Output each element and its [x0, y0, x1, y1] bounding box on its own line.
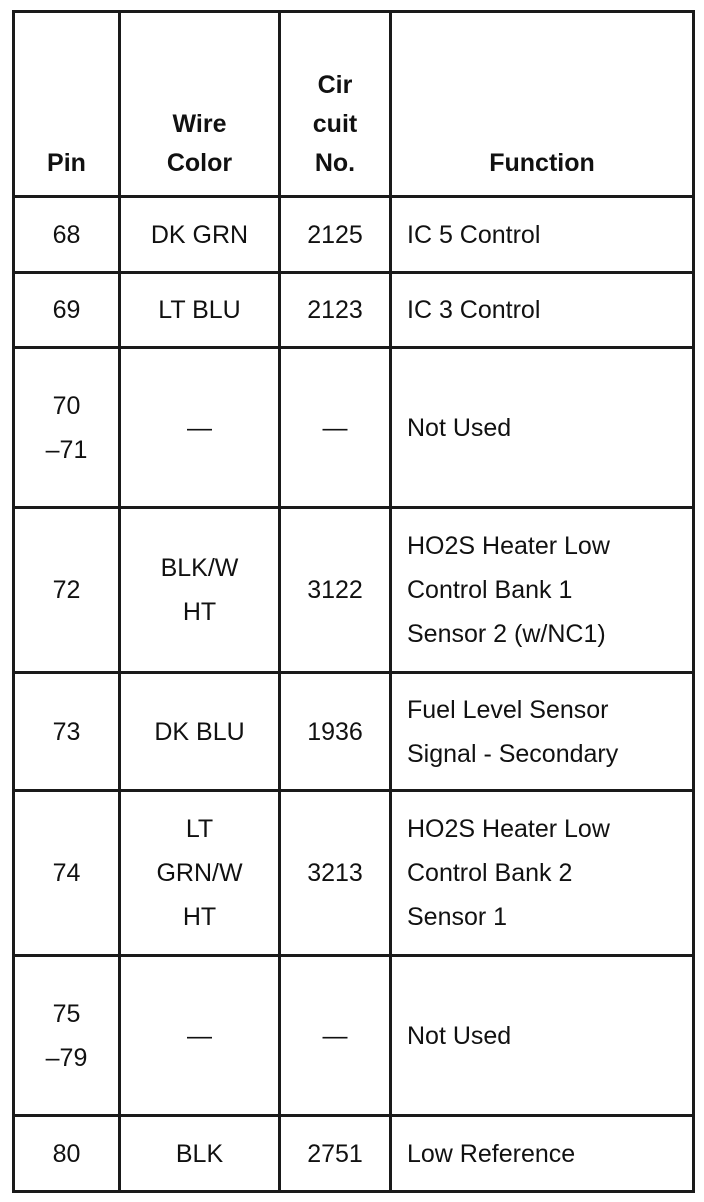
- function-cell: Not Used: [391, 956, 694, 1116]
- pin-cell: 80: [14, 1116, 120, 1192]
- wire-color-cell: BLK/W HT: [120, 508, 280, 673]
- pin-cell: 70 –71: [14, 348, 120, 508]
- header-row: [14, 12, 694, 197]
- function-cell: Low Reference: [391, 1116, 694, 1192]
- table-row: [14, 1116, 694, 1192]
- circuit-cell: —: [280, 956, 391, 1116]
- function-cell: Fuel Level Sensor Signal - Secondary: [391, 673, 694, 791]
- pin-cell: 75 –79: [14, 956, 120, 1116]
- table-row: [14, 273, 694, 348]
- function-cell: Not Used: [391, 348, 694, 508]
- function-cell: IC 5 Control: [391, 197, 694, 273]
- circuit-cell: —: [280, 348, 391, 508]
- wire-color-cell: LT BLU: [120, 273, 280, 348]
- table-row: [14, 673, 694, 791]
- pin-cell: 74: [14, 791, 120, 956]
- function-cell: IC 3 Control: [391, 273, 694, 348]
- pin-cell: 72: [14, 508, 120, 673]
- wire-color-cell: —: [120, 956, 280, 1116]
- circuit-cell: 2751: [280, 1116, 391, 1192]
- header-wire-color: Wire Color: [120, 12, 280, 197]
- connector-pinout-table: [12, 10, 695, 1193]
- circuit-cell: 1936: [280, 673, 391, 791]
- function-cell: HO2S Heater Low Control Bank 1 Sensor 2 (w/NC1): [391, 508, 694, 673]
- wire-color-cell: DK GRN: [120, 197, 280, 273]
- table-row: [14, 956, 694, 1116]
- circuit-cell: 2123: [280, 273, 391, 348]
- wire-color-cell: BLK: [120, 1116, 280, 1192]
- wire-color-cell: DK BLU: [120, 673, 280, 791]
- circuit-cell: 2125: [280, 197, 391, 273]
- table-row: [14, 508, 694, 673]
- pin-cell: 69: [14, 273, 120, 348]
- header-function: Function: [391, 12, 694, 197]
- table-row: [14, 348, 694, 508]
- table-row: [14, 197, 694, 273]
- header-circuit-no: Cir cuit No.: [280, 12, 391, 197]
- circuit-cell: 3122: [280, 508, 391, 673]
- circuit-cell: 3213: [280, 791, 391, 956]
- function-cell: HO2S Heater Low Control Bank 2 Sensor 1: [391, 791, 694, 956]
- pin-cell: 68: [14, 197, 120, 273]
- table-row: [14, 791, 694, 956]
- wire-color-cell: —: [120, 348, 280, 508]
- header-pin: Pin: [14, 12, 120, 197]
- pin-cell: 73: [14, 673, 120, 791]
- wire-color-cell: LT GRN/W HT: [120, 791, 280, 956]
